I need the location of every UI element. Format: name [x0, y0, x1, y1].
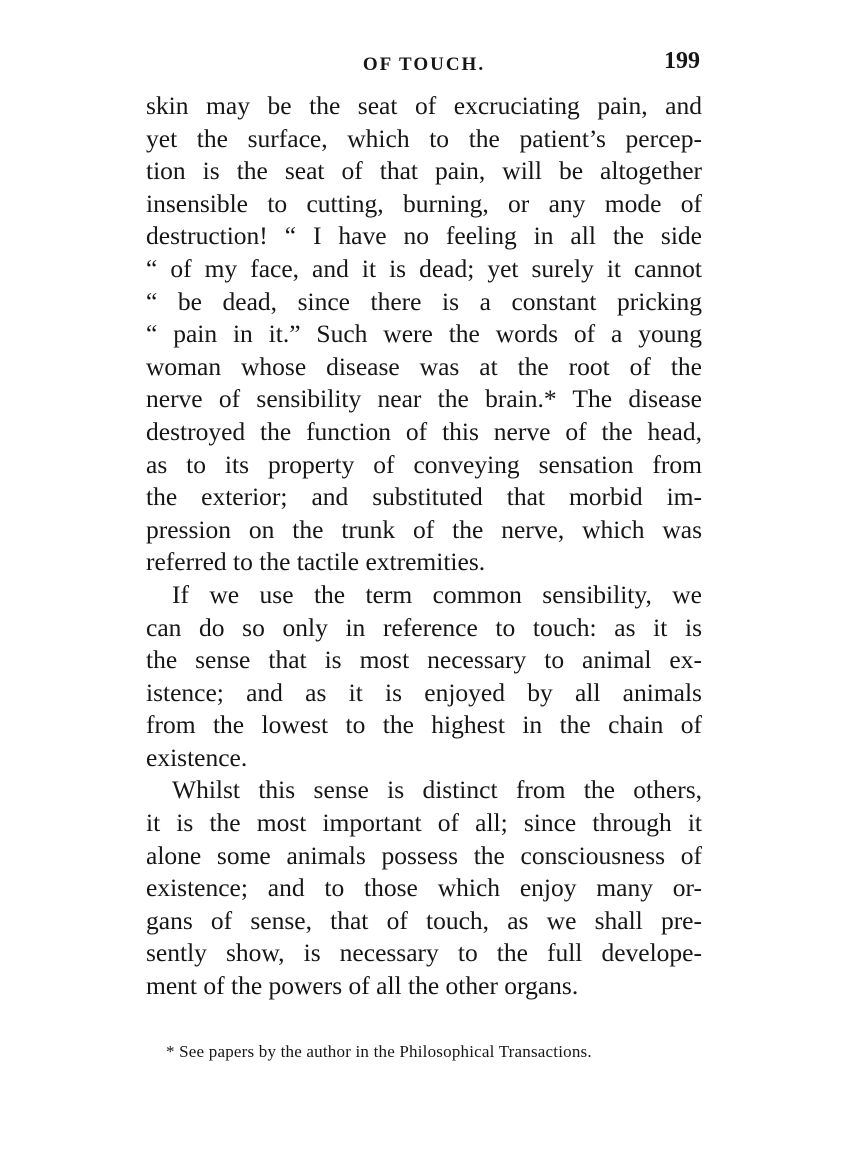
body-text [146, 90, 702, 1003]
text-line: alone some animals possess the consciousness of [146, 840, 702, 870]
text-line: destroyed the function of this nerve of the head, [146, 416, 702, 446]
text-line: as to its property of conveying sensation from [146, 449, 702, 479]
text-line: referred to the tactile extremities. [146, 547, 486, 577]
text-line: can do so only in reference to touch: as it is [146, 612, 702, 642]
text-line: “ be dead, since there is a constant pricking [146, 286, 702, 316]
chapter-title: OF TOUCH. [362, 54, 486, 75]
text-line: the exterior; and substituted that morbid im- [146, 482, 702, 512]
text-line: istence; and as it is enjoyed by all animals [146, 677, 702, 707]
text-line: destruction! “ I have no feeling in all the side [146, 221, 702, 251]
text-line: the sense that is most necessary to animal ex- [146, 645, 702, 675]
text-line: “ of my face, and it is dead; yet surely it cannot [146, 253, 702, 283]
text-line: insensible to cutting, burning, or any mode of [146, 188, 702, 218]
text-line: pression on the trunk of the nerve, which was [146, 514, 702, 544]
running-head [146, 48, 702, 78]
text-line: sently show, is necessary to the full develope- [146, 938, 702, 968]
text-line: Whilst this sense is distinct from the others, [172, 775, 702, 805]
text-line: from the lowest to the highest in the chain of [146, 710, 702, 740]
text-line: gans of sense, that of touch, as we shall pre- [146, 905, 702, 935]
text-line: existence; and to those which enjoy many or- [146, 873, 702, 903]
page-number: 199 [664, 48, 700, 74]
text-line: nerve of sensibility near the brain.* The disease [146, 384, 702, 414]
text-line: tion is the seat of that pain, will be altogether [146, 156, 702, 186]
text-line: If we use the term common sensibility, we [172, 579, 702, 609]
text-line: existence. [146, 742, 248, 772]
text-line: it is the most important of all; since through it [146, 808, 702, 838]
text-line: yet the surface, which to the patient’s percep- [146, 123, 702, 153]
text-line: “ pain in it.” Such were the words of a young [146, 319, 702, 349]
text-line: woman whose disease was at the root of the [146, 351, 702, 381]
footnote: * See papers by the author in the Philosophical Transactions. [166, 1042, 592, 1061]
text-line: skin may be the seat of excruciating pain, and [146, 91, 702, 120]
text-line: ment of the powers of all the other organs. [146, 971, 579, 1001]
